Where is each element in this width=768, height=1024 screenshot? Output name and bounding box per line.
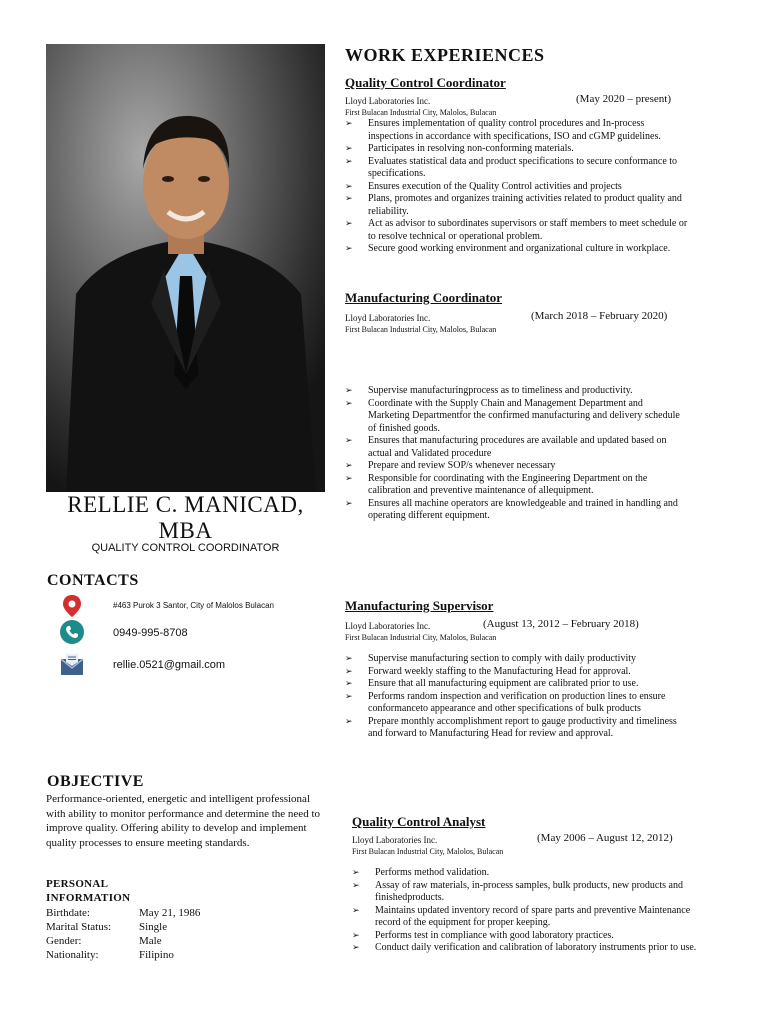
duty-item: ➢ Plans, promotes and organizes training activities related to product quality and reliability.: [345, 193, 690, 218]
job-entry: [345, 290, 705, 523]
job-title: Quality Control Coordinator: [345, 75, 506, 90]
job-company: Lloyd Laboratories Inc.: [345, 621, 431, 631]
job-title: Manufacturing Coordinator: [345, 290, 503, 305]
duty-item: ➢ Prepare monthly accomplishment report to gauge productivity and timeliness and forward to Manufacturing Head for review and approval.: [345, 716, 685, 741]
duty-item: ➢ Performs method validation.: [352, 867, 697, 880]
job-company: Lloyd Laboratories Inc.: [352, 835, 438, 845]
email-icon: [60, 653, 84, 677]
job-entry: [352, 814, 712, 955]
personal-label: Gender:: [46, 935, 82, 947]
phone-icon: [60, 620, 84, 644]
contact-email[interactable]: rellie.0521@gmail.com: [113, 659, 226, 671]
location-pin-icon: [60, 594, 84, 618]
job-duties: [345, 653, 685, 741]
job-date: (August 13, 2012 – February 2018): [483, 618, 639, 630]
duty-item: ➢ Evaluates statistical data and product specifications to secure conformance to specifications.: [345, 156, 690, 181]
job-company: Lloyd Laboratories Inc.: [345, 96, 431, 106]
duty-item: ➢ Supervise manufacturingprocess as to timeliness and productivity.: [345, 385, 680, 398]
contact-address-row: [60, 594, 274, 618]
job-company-row: [345, 618, 705, 632]
duty-item: ➢ Responsible for coordinating with the Engineering Department on the calibration and preventive maintenance of allequipment.: [345, 473, 680, 498]
personal-label: Marital Status:: [46, 921, 112, 933]
personal-value: Single: [139, 921, 168, 933]
duty-item: ➢ Secure good working environment and organizational culture in workplace.: [345, 243, 690, 256]
job-date: (March 2018 – February 2020): [531, 310, 668, 322]
job-location: First Bulacan Industrial City, Malolos, Bulacan: [345, 108, 497, 117]
job-duties: [345, 118, 690, 256]
job-date: (May 2006 – August 12, 2012): [537, 832, 673, 844]
profile-title: QUALITY CONTROL COORDINATOR: [91, 542, 280, 554]
duty-item: ➢ Ensures execution of the Quality Control activities and projects: [345, 181, 690, 194]
contact-address: #463 Purok 3 Santor, City of Malolos Bulacan: [113, 601, 274, 610]
job-date: (May 2020 – present): [576, 93, 672, 105]
personal-label: Birthdate:: [46, 907, 90, 919]
job-entry: [345, 75, 705, 256]
job-company-row: [345, 310, 705, 324]
duty-item: ➢ Ensures that manufacturing procedures are available and updated based on actual and Validated procedure: [345, 435, 680, 460]
contact-phone-row: [60, 620, 188, 644]
duty-item: ➢ Coordinate with the Supply Chain and Management Department and Marketing Departmentfor the confirmed manufacturing and delivery schedule of finished goods.: [345, 398, 680, 436]
duty-item: ➢ Supervise manufacturing section to comply with daily productivity: [345, 653, 685, 666]
duty-item: ➢ Ensure that all manufacturing equipment are calibrated prior to use.: [345, 678, 685, 691]
job-title: Quality Control Analyst: [352, 814, 486, 829]
duty-item: ➢ Performs random inspection and verification on production lines to ensure conformanceto appearance and other specifications of bulk products: [345, 691, 685, 716]
profile-name-line1: RELLIE C. MANICAD,: [67, 492, 304, 517]
job-company-row: [345, 93, 705, 107]
job-company: Lloyd Laboratories Inc.: [345, 313, 431, 323]
job-entry: [345, 598, 705, 741]
duty-item: ➢ Forward weekly staffing to the Manufacturing Head for approval.: [345, 666, 685, 679]
duty-item: ➢ Prepare and review SOP/s whenever necessary: [345, 460, 680, 473]
job-company-row: [352, 832, 712, 846]
personal-value: Male: [139, 935, 162, 947]
duty-item: ➢ Participates in resolving non-conforming materials.: [345, 143, 690, 156]
profile-name: [46, 492, 325, 544]
objective-text: Performance-oriented, energetic and intelligent professional with ability to monitor performance and determine the need to improve quality. Offering ability to develop and implement quality processes to ensure meeting standards.: [46, 793, 320, 849]
duty-item: ➢ Ensures implementation of quality control procedures and In-process inspections in accordance with specifications, ISO and cGMP guidelines.: [345, 118, 690, 143]
work-heading: WORK EXPERIENCES: [345, 45, 545, 65]
duty-item: ➢ Act as advisor to subordinates supervisors or staff members to meet schedule or to resolve technical or operational problem.: [345, 218, 690, 243]
job-location: First Bulacan Industrial City, Malolos, Bulacan: [345, 633, 497, 642]
duty-item: ➢ Ensures all machine operators are knowledgeable and trained in handling and operating different equipment.: [345, 498, 680, 523]
job-location: First Bulacan Industrial City, Malolos, Bulacan: [345, 325, 497, 334]
objective-heading: OBJECTIVE: [47, 773, 144, 790]
personal-value: Filipino: [139, 949, 174, 961]
personal-label: Nationality:: [46, 949, 99, 961]
profile-photo: [46, 44, 325, 492]
profile-name-line2: MBA: [158, 518, 213, 543]
job-location: First Bulacan Industrial City, Malolos, Bulacan: [352, 847, 504, 856]
job-duties: [345, 385, 680, 523]
contacts-heading: CONTACTS: [47, 572, 139, 589]
duty-item: ➢ Maintains updated inventory record of spare parts and preventive Maintenance record of the equipment for proper keeping.: [352, 905, 697, 930]
duty-item: ➢ Assay of raw materials, in-process samples, bulk products, new products and finishedproducts.: [352, 880, 697, 905]
contact-phone: 0949-995-8708: [113, 627, 188, 639]
personal-heading: PERSONAL INFORMATION: [46, 878, 131, 904]
duty-item: ➢ Conduct daily verification and calibration of laboratory instruments prior to use.: [352, 942, 697, 955]
personal-value: May 21, 1986: [139, 907, 201, 919]
duty-item: ➢ Performs test in compliance with good laboratory practices.: [352, 930, 697, 943]
job-duties: [352, 867, 697, 955]
job-title: Manufacturing Supervisor: [345, 598, 494, 613]
contact-email-row: [60, 653, 226, 677]
